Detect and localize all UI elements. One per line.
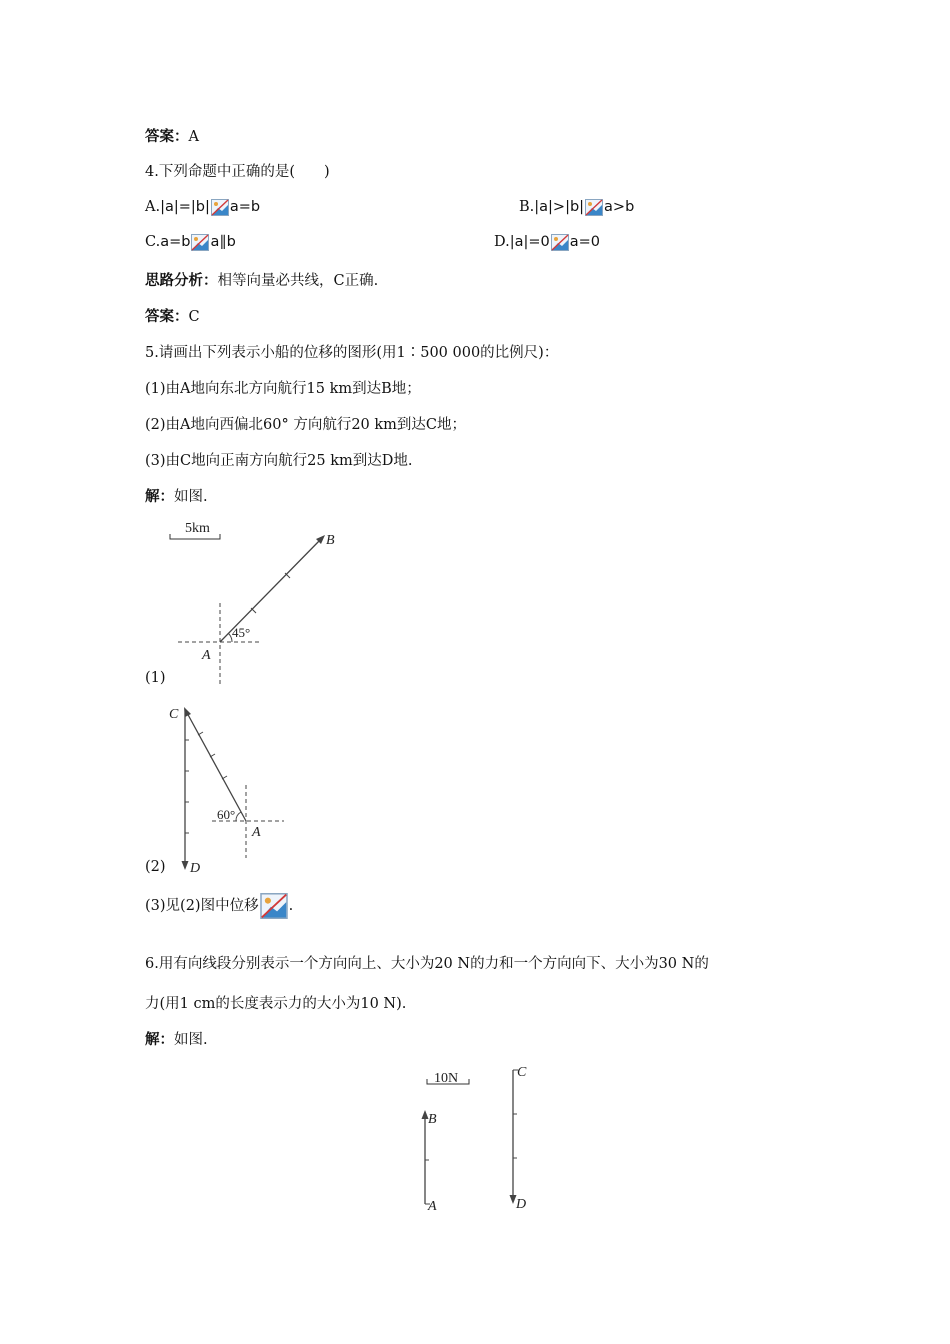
broken-image-icon <box>551 234 569 251</box>
option-prefix: B. <box>519 199 535 215</box>
option-left: |a|>|b| <box>534 199 585 215</box>
q4-option-b <box>519 197 634 217</box>
answer-label: 答案： <box>145 129 189 145</box>
analysis-text: 相等向量必共线，C正确. <box>217 273 379 289</box>
answer-value: A <box>188 129 199 145</box>
vector-ac <box>186 711 246 821</box>
option-right: a=b <box>229 199 261 215</box>
option-prefix: A. <box>145 199 161 215</box>
figure-1-caption: (1) <box>145 670 166 686</box>
question-4-stem: 4.下列命题中正确的是( ) <box>145 164 330 180</box>
point-a-label: A <box>428 1199 437 1214</box>
point-d-label: D <box>190 861 201 876</box>
figure-2-caption: (2) <box>145 859 166 875</box>
point-a-label: A <box>252 825 261 840</box>
option-left: |a|=|b| <box>160 199 210 215</box>
solution-text: 如图. <box>174 489 208 505</box>
option-left: a=b <box>160 234 191 250</box>
option-right: a=0 <box>569 234 601 250</box>
q5-item-3-solution <box>145 893 293 919</box>
q4-analysis <box>145 271 378 291</box>
solution-label: 解： <box>145 489 174 505</box>
answer-4 <box>145 307 200 327</box>
point-a-label: A <box>202 648 211 663</box>
answer-value: C <box>188 309 200 325</box>
point-d-label: D <box>516 1197 527 1212</box>
scale-label: 5km <box>185 521 210 536</box>
point-b-label: B <box>428 1112 437 1127</box>
angle-label: 45° <box>232 625 251 640</box>
solution-5 <box>145 487 208 507</box>
scale-label: 10N <box>434 1071 459 1086</box>
option-prefix: C. <box>145 234 161 250</box>
question-5-stem: 5.请画出下列表示小船的位移的图形(用1∶500 000的比例尺)： <box>145 345 559 361</box>
option-right: a>b <box>604 199 635 215</box>
question-6-line-1: 6.用有向线段分别表示一个方向向上、大小为20 N的力和一个方向向下、大小为30 N的 <box>145 956 709 972</box>
point-c-label: C <box>169 707 179 722</box>
option-right: a∥b <box>210 234 236 250</box>
question-6-line-2: 力(用1 cm的长度表示力的大小为10 N). <box>145 996 407 1012</box>
solution-label: 解： <box>145 1032 174 1048</box>
q5-item-2: (2)由A地向西偏北60° 方向航行20 km到达C地； <box>145 417 467 433</box>
angle-label: 60° <box>217 807 236 822</box>
option-prefix: D. <box>494 234 510 250</box>
broken-image-icon <box>211 199 229 216</box>
point-c-label: C <box>517 1065 527 1080</box>
point-b-label: B <box>326 533 335 548</box>
q4-option-c <box>145 232 236 252</box>
solution-text: 如图. <box>174 1032 208 1048</box>
figure-2-displacement-ac-cd <box>160 700 290 880</box>
analysis-label: 思路分析： <box>145 273 218 289</box>
answer-label: 答案： <box>145 309 189 325</box>
q5-item-1: (1)由A地向东北方向航行15 km到达B地； <box>145 381 421 397</box>
broken-image-icon <box>191 234 209 251</box>
q4-option-a <box>145 197 260 217</box>
q4-option-d <box>494 232 600 252</box>
broken-image-icon <box>260 893 288 919</box>
solution-text: (3)见(2)图中位移 <box>145 898 259 914</box>
option-left: |a|=0 <box>509 234 550 250</box>
q5-item-3: (3)由C地向正南方向航行25 km到达D地. <box>145 453 413 469</box>
answer-3 <box>145 127 199 147</box>
broken-image-icon <box>585 199 603 216</box>
sentence-end: . <box>288 898 294 914</box>
figure-1-displacement-ab <box>140 515 360 690</box>
figure-3-force-vectors <box>410 1060 550 1220</box>
solution-6 <box>145 1030 208 1050</box>
